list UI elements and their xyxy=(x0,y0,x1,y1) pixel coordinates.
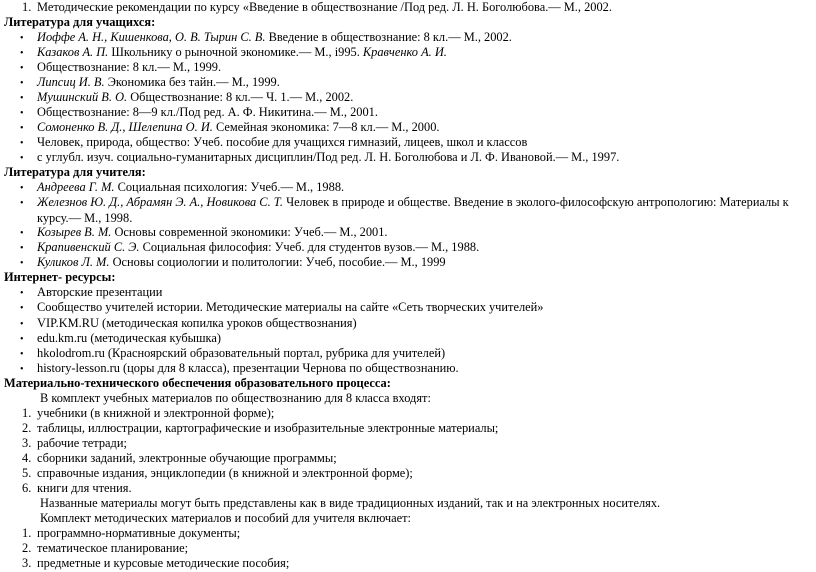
section-heading-material: Материально-технического обеспечения образовательного процесса: xyxy=(4,376,391,390)
book-title: Обществознание: 8 кл.— М., 1999. xyxy=(37,60,222,74)
list-number: 2. xyxy=(22,541,32,555)
list-item xyxy=(0,361,812,377)
resource-text: Сообщество учителей истории. Методические материалы на сайте «Сеть творческих учителей» xyxy=(37,300,544,314)
bullet-icon: • xyxy=(20,364,24,375)
list-item xyxy=(0,120,812,136)
list-item xyxy=(0,0,812,16)
author-name: Иоффе А. Н., Кишенкова, О. В. Тырин С. В. xyxy=(37,30,266,44)
author-name: Липсиц И. В. xyxy=(37,75,105,89)
author-name: Куликов Л. М. xyxy=(37,255,110,269)
bullet-icon: • xyxy=(20,243,24,254)
list-item xyxy=(0,285,812,301)
author-name: Сомоненко В. Д., Шелепина О. И. xyxy=(37,120,213,134)
bullet-icon: • xyxy=(20,288,24,299)
list-item xyxy=(0,421,812,437)
book-title: Человек в природе и обществе. Введение в эколого-философскую антропологию: Материалы к курсу.— М., 1998. xyxy=(37,195,789,225)
resource-text: VIP.KM.RU (методическая копилка уроков обществознания) xyxy=(37,316,357,330)
resource-text: Авторские презентации xyxy=(37,285,163,299)
bullet-icon: • xyxy=(20,48,24,59)
bullet-icon: • xyxy=(20,93,24,104)
list-number: 3. xyxy=(22,556,32,570)
author-name: Козырев В. М. xyxy=(37,225,112,239)
list-item xyxy=(0,135,812,151)
section-heading-teachers: Литература для учителя: xyxy=(4,165,146,179)
book-title: Социальная психология: Учеб.— М., 1988. xyxy=(114,180,345,194)
author-name: Казаков А. П. xyxy=(37,45,109,59)
book-title: Семейная экономика: 7—8 кл.— М., 2000. xyxy=(212,120,440,134)
list-number: 6. xyxy=(22,481,32,495)
list-item xyxy=(0,316,812,332)
list-number: 1. xyxy=(22,526,32,540)
author-name: Железнов Ю. Д., Абрамян Э. А., Новикова С. Т. xyxy=(37,195,283,209)
list-item-text: таблицы, иллюстрации, картографические и изобразительные электронные материалы; xyxy=(37,421,499,435)
bullet-icon: • xyxy=(20,228,24,239)
list-item xyxy=(0,180,812,196)
bullet-icon: • xyxy=(20,303,24,314)
list-item-text: Методические рекомендации по курсу «Введение в обществознание /Под ред. Л. Н. Боголюбова.— М., 2002. xyxy=(37,0,612,14)
list-item-text: сборники заданий, электронные обучающие программы; xyxy=(37,451,337,465)
list-item xyxy=(0,526,812,542)
list-item xyxy=(0,195,812,226)
bullet-icon: • xyxy=(20,258,24,269)
list-item xyxy=(0,451,812,467)
resource-text: hkolodrom.ru (Красноярский образовательный портал, рубрика для учителей) xyxy=(37,346,446,360)
list-item xyxy=(0,436,812,452)
list-item-text: предметные и курсовые методические пособия; xyxy=(37,556,290,570)
book-title: с углубл. изуч. социально-гуманитарных дисциплин/Под ред. Л. Н. Боголюбова и Л. Ф. Ивановой.— М., 1997. xyxy=(37,150,620,164)
list-item-text: справочные издания, энциклопедии (в книжной и электронной форме); xyxy=(37,466,413,480)
bullet-icon: • xyxy=(20,153,24,164)
bullet-icon: • xyxy=(20,123,24,134)
book-title: Основы современной экономики: Учеб.— М., 2001. xyxy=(111,225,388,239)
section-heading-internet: Интернет- ресурсы: xyxy=(4,270,116,284)
list-item-text: книги для чтения. xyxy=(37,481,132,495)
list-item-text: рабочие тетради; xyxy=(37,436,127,450)
list-item xyxy=(0,346,812,362)
list-item-text: программно-нормативные документы; xyxy=(37,526,241,540)
paragraph: Названные материалы могут быть представлены как в виде традиционных изданий, так и на электронных носителях. xyxy=(40,496,661,510)
book-title: Обществознание: 8 кл.— Ч. 1.— М., 2002. xyxy=(127,90,354,104)
author-name: Мушинский В. О. xyxy=(37,90,128,104)
bullet-icon: • xyxy=(20,198,24,209)
list-item xyxy=(0,30,812,46)
section-heading-students: Литература для учащихся: xyxy=(4,15,156,29)
list-item xyxy=(0,556,812,572)
paragraph: Комплект методических материалов и пособий для учителя включает: xyxy=(40,511,411,525)
resource-text: edu.km.ru (методическая кубышка) xyxy=(37,331,222,345)
book-title: Обществознание: 8—9 кл./Под ред. А. Ф. Никитина.— М., 2001. xyxy=(37,105,378,119)
list-number: 2. xyxy=(22,421,32,435)
resource-text: history-lesson.ru (цоры для 8 класса), презентации Чернова по обществознанию. xyxy=(37,361,459,375)
list-item xyxy=(0,75,812,91)
author-name: Крапивенский С. Э. xyxy=(37,240,140,254)
list-item xyxy=(0,45,812,61)
bullet-icon: • xyxy=(20,63,24,74)
list-item-text: учебники (в книжной и электронной форме); xyxy=(37,406,275,420)
list-item xyxy=(0,105,812,121)
book-title: Социальная философия: Учеб. для студентов вузов.— М., 1988. xyxy=(139,240,480,254)
book-title: Школьнику о рыночной экономике.— М., і995. xyxy=(108,45,363,59)
list-item xyxy=(0,60,812,76)
paragraph: В комплект учебных материалов по обществознанию для 8 класса входят: xyxy=(40,391,431,405)
list-item xyxy=(0,255,812,271)
list-item xyxy=(0,150,812,166)
bullet-icon: • xyxy=(20,108,24,119)
list-number: 5. xyxy=(22,466,32,480)
bullet-icon: • xyxy=(20,183,24,194)
bullet-icon: • xyxy=(20,349,24,360)
author-name: Андреева Г. М. xyxy=(37,180,115,194)
bullet-icon: • xyxy=(20,319,24,330)
list-item xyxy=(0,90,812,106)
list-item xyxy=(0,541,812,557)
list-number: 3. xyxy=(22,436,32,450)
book-title: Человек, природа, общество: Учеб. пособие для учащихся гимназий, лицеев, школ и классов xyxy=(37,135,528,149)
list-item-text: тематическое планирование; xyxy=(37,541,189,555)
bullet-icon: • xyxy=(20,138,24,149)
book-title: Введение в обществознание: 8 кл.— М., 2002. xyxy=(265,30,512,44)
list-number: 1. xyxy=(22,0,32,14)
bullet-icon: • xyxy=(20,78,24,89)
list-item xyxy=(0,300,812,316)
list-item xyxy=(0,240,812,256)
list-item xyxy=(0,331,812,347)
list-number: 4. xyxy=(22,451,32,465)
list-item xyxy=(0,406,812,422)
bullet-icon: • xyxy=(20,33,24,44)
list-item xyxy=(0,225,812,241)
book-title: Экономика без тайн.— М., 1999. xyxy=(104,75,280,89)
list-item xyxy=(0,481,812,497)
list-item xyxy=(0,466,812,482)
list-number: 1. xyxy=(22,406,32,420)
book-title: Основы социологии и политологии: Учеб, пособие.— М., 1999 xyxy=(109,255,446,269)
author-name: Кравченко А. И. xyxy=(362,45,447,59)
bullet-icon: • xyxy=(20,334,24,345)
